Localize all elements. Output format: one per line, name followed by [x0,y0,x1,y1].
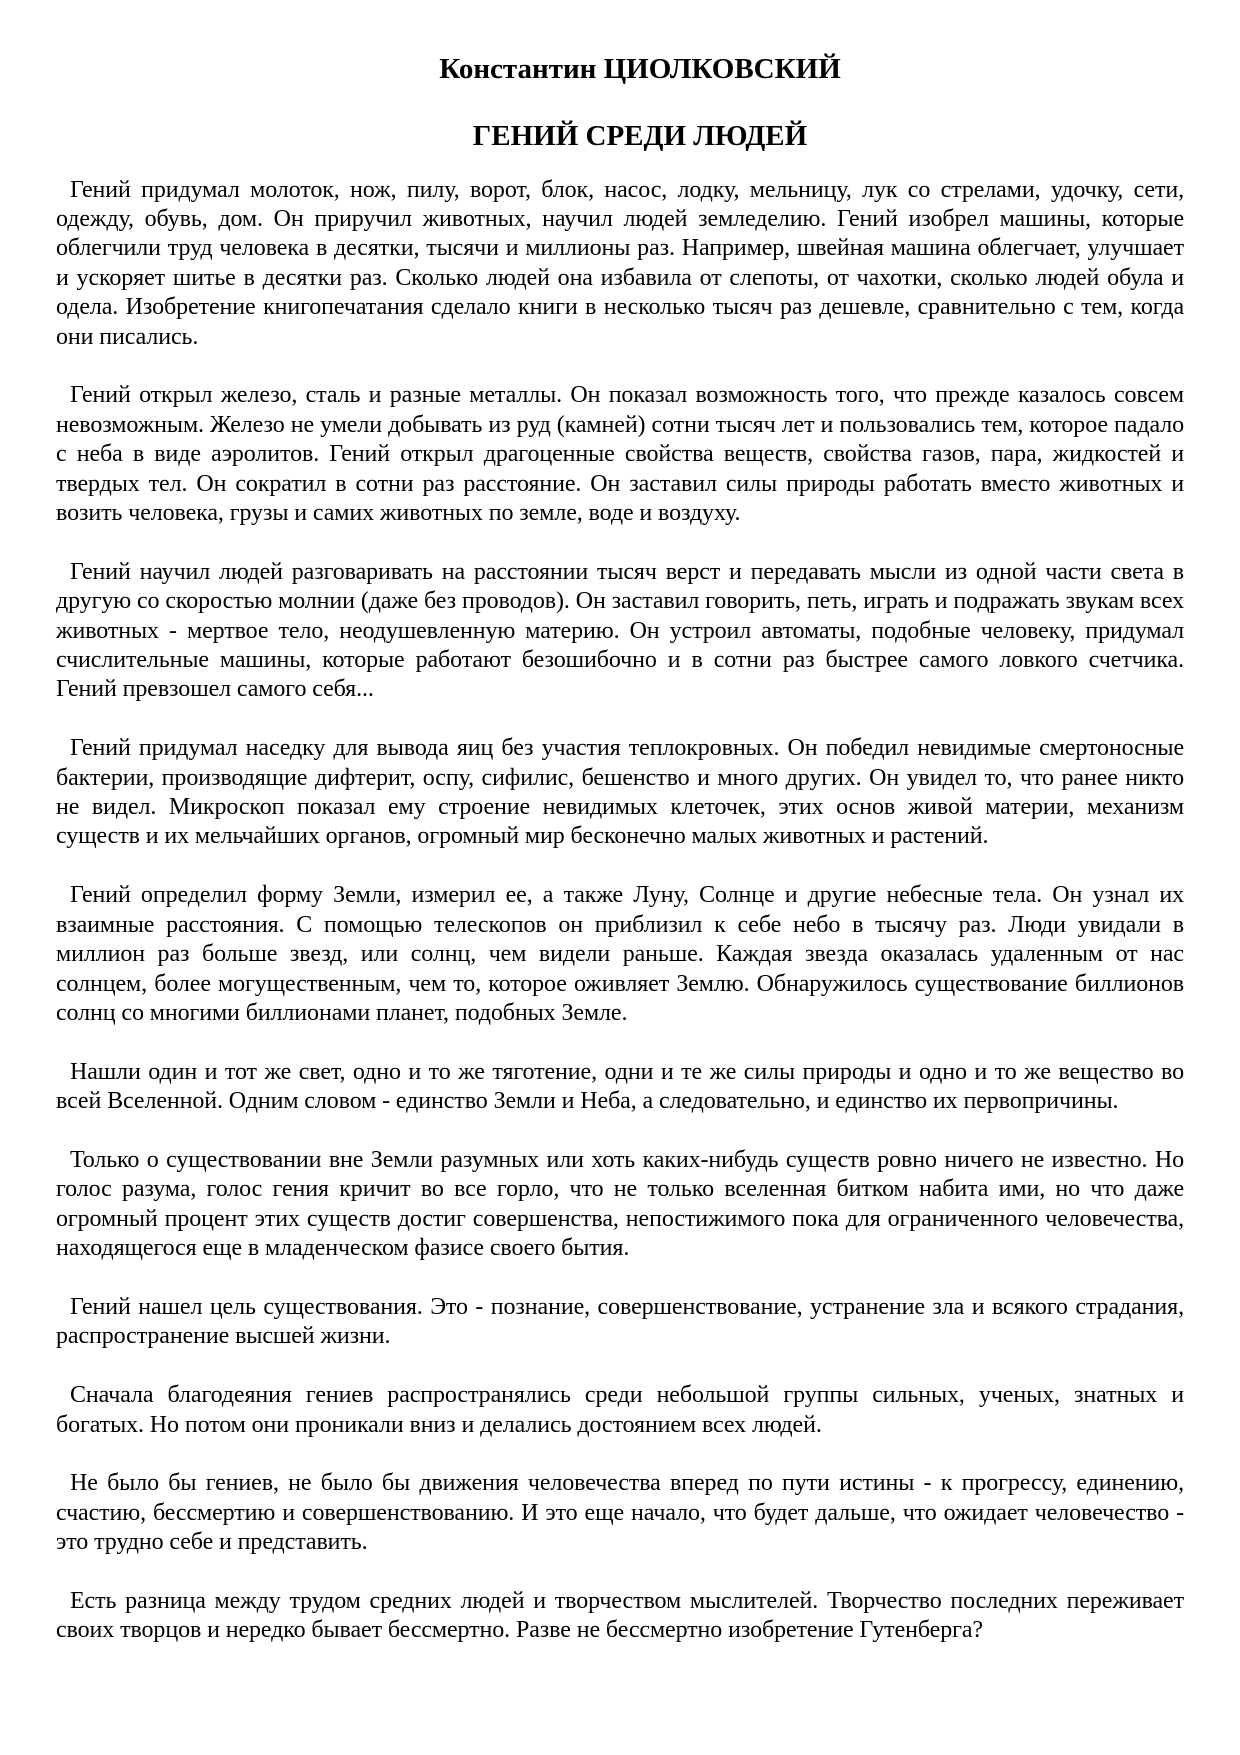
paragraph: Гений определил форму Земли, измерил ее, а также Луну, Солнце и другие небесные тела. Он узнал их взаимные расстояния. С помощью телескопов он приблизил к себе небо в тысячу раз. Люди увидали в миллион раз больше звезд, или солнц, чем видели раньше. Каждая звезда оказалась удаленным от нас солнцем, более могущественным, чем то, которое оживляет Землю. Обнаружилось существование биллионов солнц со многими биллионами планет, подобных Земле. [56,882,1184,1026]
paragraph: Гений придумал наседку для вывода яиц без участия теплокровных. Он победил невидимые смертоносные бактерии, производящие дифтерит, оспу, сифилис, бешенство и много других. Он увидел то, что ранее никто не видел. Микроскоп показал ему строение невидимых клеточек, этих основ живой материи, механизм существ и их мельчайших органов, огромный мир бесконечно малых животных и растений. [56,735,1184,850]
page-title: ГЕНИЙ СРЕДИ ЛЮДЕЙ [472,119,808,152]
document-page [56,52,1184,1646]
paragraph: Гений придумал молоток, нож, пилу, ворот, блок, насос, лодку, мельницу, лук со стрелами, удочку, сети, одежду, обувь, дом. Он приручил животных, научил людей земледелию. Гений изобрел машины, которые облегчили труд человека в десятки, тысячи и миллионы раз. Например, швейная машина облегчает, улучшает и ускоряет шитье в десятки раз. Сколько людей она избавила от слепоты, от чахотки, сколько людей обула и одела. Изобретение книгопечатания сделало книги в несколько тысяч раз дешевле, сравнительно с тем, когда они писались. [56,176,1184,350]
paragraph: Сначала благодеяния гениев распространялись среди небольшой группы сильных, ученых, знатных и богатых. Но потом они проникали вниз и делались достоянием всех людей. [56,1382,1184,1438]
author-heading: Константин ЦИОЛКОВСКИЙ [439,53,841,85]
paragraph: Нашли один и тот же свет, одно и то же тяготение, одни и те же силы природы и одно и то же вещество во всей Вселенной. Одним словом - единство Земли и Неба, а следовательно, и единство их первопричины. [56,1058,1184,1115]
document-body [56,176,1184,1646]
paragraph: Гений нашел цель существования. Это - познание, совершенствование, устранение зла и всякого страдания, распространение высшей жизни. [56,1293,1184,1350]
paragraph: Есть разница между трудом средних людей и творчеством мыслителей. Творчество последних переживает своих творцов и нередко бывает бессмертно. Разве не бессмертно изобретение Гутенберга? [56,1587,1184,1644]
paragraph: Гений научил людей разговаривать на расстоянии тысяч верст и передавать мысли из одной части света в другую со скоростью молнии (даже без проводов). Он заставил говорить, петь, играть и подражать звукам всех животных - мертвое тело, неодушевленную материю. Он устроил автоматы, подобные человеку, придумал счислительные машины, которые работают безошибочно и в сотни раз быстрее самого ловкого счетчика. Гений превзошел самого себя... [56,558,1184,703]
paragraph: Только о существовании вне Земли разумных или хоть каких-нибудь существ ровно ничего не известно. Но голос разума, голос гения кричит во все горло, что не только вселенная битком набита ими, но что даже огромный процент этих существ достиг совершенства, непостижимого пока для ограниченного человечества, находящегося еще в младенческом фазисе своего бытия. [56,1146,1184,1262]
paragraph: Гений открыл железо, сталь и разные металлы. Он показал возможность того, что прежде казалось совсем невозможным. Железо не умели добывать из руд (камней) сотни тысяч лет и пользовались тем, которое падало с неба в виде аэролитов. Гений открыл драгоценные свойства веществ, свойства газов, пара, жидкостей и твердых тел. Он сократил в сотни раз расстояние. Он заставил силы природы работать вместо животных и возить человека, грузы и самих животных по земле, воде и воздуху. [56,382,1184,527]
paragraph: Не было бы гениев, не было бы движения человечества вперед по пути истины - к прогрессу, единению, счастию, бессмертию и совершенствованию. И это еще начало, что будет дальше, что ожидает человечество - это трудно себе и представить. [56,1470,1184,1556]
